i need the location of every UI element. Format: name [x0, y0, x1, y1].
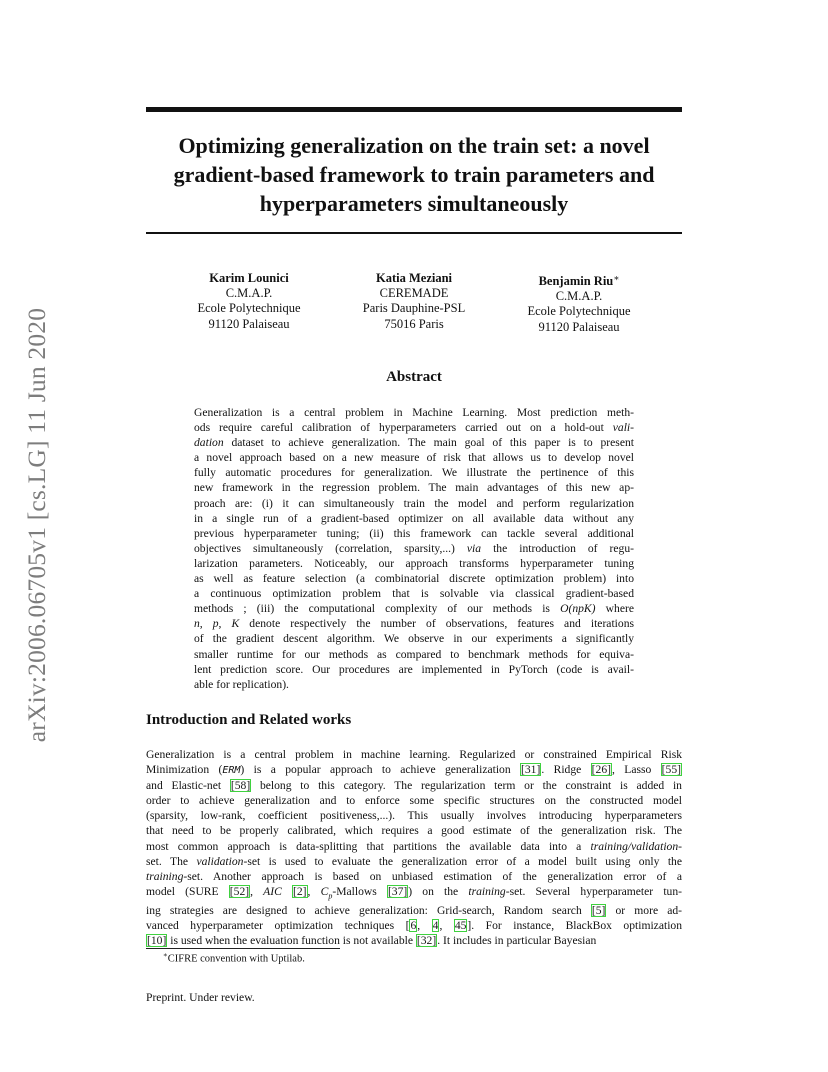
author-affiliation-line: C.M.A.P. — [225, 286, 273, 301]
author-affiliation-line: C.M.A.P. — [555, 289, 603, 304]
text-line: training-set. Another approach is based on unbiased estimation of the generalization error of a — [146, 869, 682, 883]
italic-text: via — [466, 541, 482, 555]
citation-link[interactable]: 45 — [454, 919, 467, 933]
text-line: in a single run of a gradient-based optimizer on all available data without any — [194, 511, 634, 525]
author-affiliation-line: 91120 Palaiseau — [208, 316, 290, 331]
abstract-heading: Abstract — [386, 369, 442, 385]
citation-link[interactable]: [52] — [229, 884, 250, 898]
introduction-body — [146, 747, 682, 949]
text-line: set. The validation-set is used to evaluate the generalization error of a model built using only the — [146, 854, 682, 868]
text-line: of the gradient descent algorithm. We observe in our experiments a significantly — [194, 632, 634, 646]
author-3 — [494, 271, 664, 335]
italic-text: training/validation- — [590, 839, 682, 853]
italic-text: O(npK) — [560, 602, 596, 616]
author-affiliation-line: 91120 Palaiseau — [538, 319, 620, 334]
text-line: ing strategies are designed to achieve generalization: Grid-search, Random search [5] or more ad- — [146, 904, 682, 918]
italic-text: training — [468, 884, 506, 898]
text-line: a continuous optimization problem that is solvable via classical gradient-based — [194, 587, 634, 601]
text-line: able for replication). — [194, 677, 289, 691]
introduction-heading: Introduction and Related works — [146, 712, 352, 728]
italic-text: n, p, K — [194, 617, 240, 631]
text-line: objectives simultaneously (correlation, sparsity,...) via the introduction of regu- — [194, 541, 634, 555]
arxiv-stamp-text: arXiv:2006.06705v1 [cs.LG] 11 Jun 2020 — [22, 307, 51, 743]
subscript-text: p — [328, 891, 333, 901]
author-2 — [329, 271, 499, 332]
text-line: Generalization is a central problem in machine learning. Regularized or constrained Empirical Risk — [146, 748, 682, 761]
text-line: ods require careful calibration of hyperparameters carried out on a hold-out vali- — [194, 421, 634, 435]
footnote-rule — [146, 948, 340, 949]
text-line: as well as feature selection (a combinatorial discrete optimization problem) into — [194, 572, 634, 586]
text-line: new framework in the regression problem. The main advantages of this new ap- — [194, 481, 634, 495]
text-line: fully automatic procedures for generalization. We illustrate the pertinence of this — [194, 466, 634, 480]
author-affiliation-line: CEREMADE — [379, 286, 449, 301]
title-top-rule — [146, 107, 682, 112]
author-affiliation-line: Paris Dauphine-PSL — [362, 301, 466, 316]
author-affiliation-line: 75016 Paris — [384, 316, 444, 331]
footnote — [163, 951, 305, 965]
author-affiliation-line: Ecole Polytechnique — [527, 304, 631, 319]
text-line: model (SURE [52], AIC [2], $C_p$-Mallows [37]) on the training-set. Several hyperparameter tun- — [146, 884, 682, 901]
preprint-note: Preprint. Under review. — [146, 991, 255, 1004]
author-name: Karim Lounici — [209, 271, 289, 285]
author-name: Benjamin Riu∗ — [538, 273, 620, 288]
text-line: vanced hyperparameter optimization techniques [6, 4, 45]. For instance, BlackBox optimization — [146, 919, 683, 933]
author-footnote-mark: ∗ — [613, 273, 620, 283]
italic-text: training — [146, 869, 184, 883]
title-line: Optimizing generalization on the train set: a novel — [178, 133, 650, 158]
author-affiliation-line: Ecole Polytechnique — [197, 301, 301, 316]
citation-link[interactable]: [26] — [591, 763, 611, 777]
italic-text: dation — [194, 436, 224, 450]
text-line: methods ; (iii) the computational complexity of our methods is O(npK) where — [194, 602, 634, 616]
text-line: proach are: (i) it can simultaneously train the model and perform regularization — [194, 496, 634, 510]
text-line: a novel approach based on a new measure of risk that allows us to develop novel — [194, 451, 634, 465]
title-line: gradient-based framework to train parameters and — [173, 162, 655, 187]
italic-text: AIC — [263, 884, 282, 898]
citation-link[interactable]: 6 — [410, 919, 417, 933]
title-line: hyperparameters simultaneously — [259, 191, 569, 216]
text-line: (sparsity, low-rank, coefficient positiveness,...). This usually involves introducing hyperparameters — [146, 809, 682, 823]
text-line: that need to be properly calibrated, which requires a good estimate of the generalization risk. The — [146, 824, 682, 838]
citation-link[interactable]: [31] — [521, 763, 541, 777]
text-line: Generalization is a central problem in Machine Learning. Most prediction meth- — [194, 406, 634, 419]
text-line: and Elastic-net [58] belong to this category. The regularization term or the constraint is added in — [146, 779, 682, 793]
text-line: [10] is used when the evaluation function is not available [32]. It includes in particular Bayesian — [147, 934, 597, 948]
text-line: previous hyperparameter tuning; (ii) this framework can tackle several additional — [194, 526, 634, 540]
citation-link[interactable]: [37] — [387, 884, 408, 898]
title-bottom-rule — [146, 232, 682, 234]
footnote-text: CIFRE convention with Uptilab. — [167, 953, 305, 965]
paper-title — [146, 131, 682, 218]
text-line: most common approach is data-splitting that partitions the available data into a training/validation- — [146, 839, 682, 853]
italic-text: validation — [196, 854, 244, 868]
citation-link[interactable]: [58] — [230, 779, 251, 793]
text-line: lent prediction score. Our procedures are implemented in PyTorch (code is avail- — [194, 662, 634, 676]
abstract-body — [194, 405, 634, 692]
author-name: Katia Meziani — [375, 271, 453, 285]
text-line: Minimization (ERM) is a popular approach to achieve generalization [31]. Ridge [26], Lasso [55] — [146, 763, 681, 777]
citation-link[interactable]: [2] — [293, 884, 307, 898]
citation-link[interactable]: [5] — [591, 904, 606, 918]
italic-text: C — [320, 884, 329, 898]
text-line: smaller runtime for our methods as compared to benchmark methods for equiva- — [194, 647, 634, 661]
citation-link[interactable]: [10] — [147, 934, 167, 948]
text-line: larization parameters. Noticeably, our approach transforms hyperparameter tuning — [194, 556, 634, 570]
citation-link[interactable]: 4 — [432, 919, 439, 933]
author-1 — [164, 271, 334, 332]
citation-link[interactable]: [32] — [416, 934, 437, 948]
italic-text: vali- — [612, 421, 634, 435]
footnote-mark: ∗ — [163, 951, 168, 959]
text-line: order to achieve generalization and to enforce some specific structures on the constructed model — [146, 794, 682, 808]
text-line: dation dataset to achieve generalization. The main goal of this paper is to present — [194, 436, 634, 450]
citation-link[interactable]: [55] — [661, 763, 681, 777]
text-line: n, p, K denote respectively the number of observations, features and iterations — [194, 617, 635, 631]
acronym-text: ERM — [222, 765, 241, 777]
